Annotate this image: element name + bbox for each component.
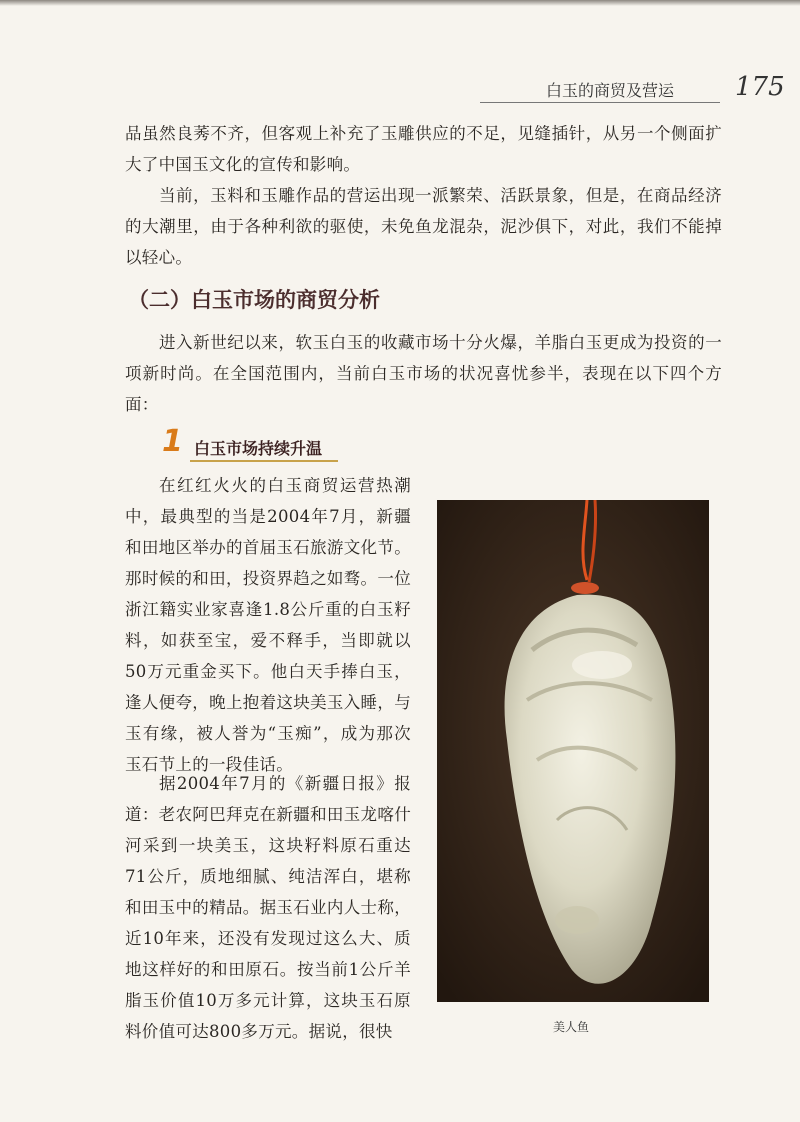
jade-carving-illustration xyxy=(437,500,709,1002)
subsection-number: 1 xyxy=(162,424,183,459)
header-rule xyxy=(480,102,720,103)
page-top-edge xyxy=(0,0,800,6)
paragraph-4: 在红红火火的白玉商贸运营热潮中，最典型的当是2004年7月，新疆和田地区举办的首届玉石旅游文化节。那时候的和田，投资界趋之如骛。一位浙江籍实业家喜逢1.8公斤重的白玉籽料，如获至宝，爱不释手，当即就以50万元重金买下。他白天手捧白玉，逢人便夸，晚上抱着这块美玉入睡，与玉有缘，被人誉为“玉痴”，成为那次玉石节上的一段佳话。 xyxy=(125,476,411,774)
subsection-title: 白玉市场持续升温 xyxy=(194,439,323,458)
running-header xyxy=(470,72,720,104)
page-number: 175 xyxy=(735,72,785,102)
subsection-underline xyxy=(190,460,338,462)
paragraph-1: 品虽然良莠不齐，但客观上补充了玉雕供应的不足，见缝插针，从另一个侧面扩大了中国玉文化的宣传和影响。 xyxy=(125,124,722,174)
paragraph-5: 据2004年7月的《新疆日报》报道：老农阿巴拜克在新疆和田玉龙喀什河采到一块美玉，这块籽料原石重达71公斤，质地细腻、纯洁浑白，堪称和田玉中的精品。据玉石业内人士称，近10年来，还没有发现过这么大、质地这样好的和田原石。按当前1公斤羊脂玉价值10万多元计算，这块玉石原料价值可达800多万元。据说，很快 xyxy=(125,774,411,1041)
figure-caption: 美人鱼 xyxy=(553,1020,590,1034)
subsection-heading xyxy=(162,424,342,464)
paragraph-2: 当前，玉料和玉雕作品的营运出现一派繁荣、活跃景象，但是，在商品经济的大潮里，由于各种利欲的驱使，未免鱼龙混杂，泥沙俱下，对此，我们不能掉以轻心。 xyxy=(125,186,722,267)
section-heading: （二）白玉市场的商贸分析 xyxy=(128,288,380,312)
jade-carving-photo xyxy=(437,500,709,1002)
header-title: 白玉的商贸及营运 xyxy=(546,81,675,100)
paragraph-3: 进入新世纪以来，软玉白玉的收藏市场十分火爆，羊脂白玉更成为投资的一项新时尚。在全国范围内，当前白玉市场的状况喜忧参半，表现在以下四个方面： xyxy=(125,333,722,414)
